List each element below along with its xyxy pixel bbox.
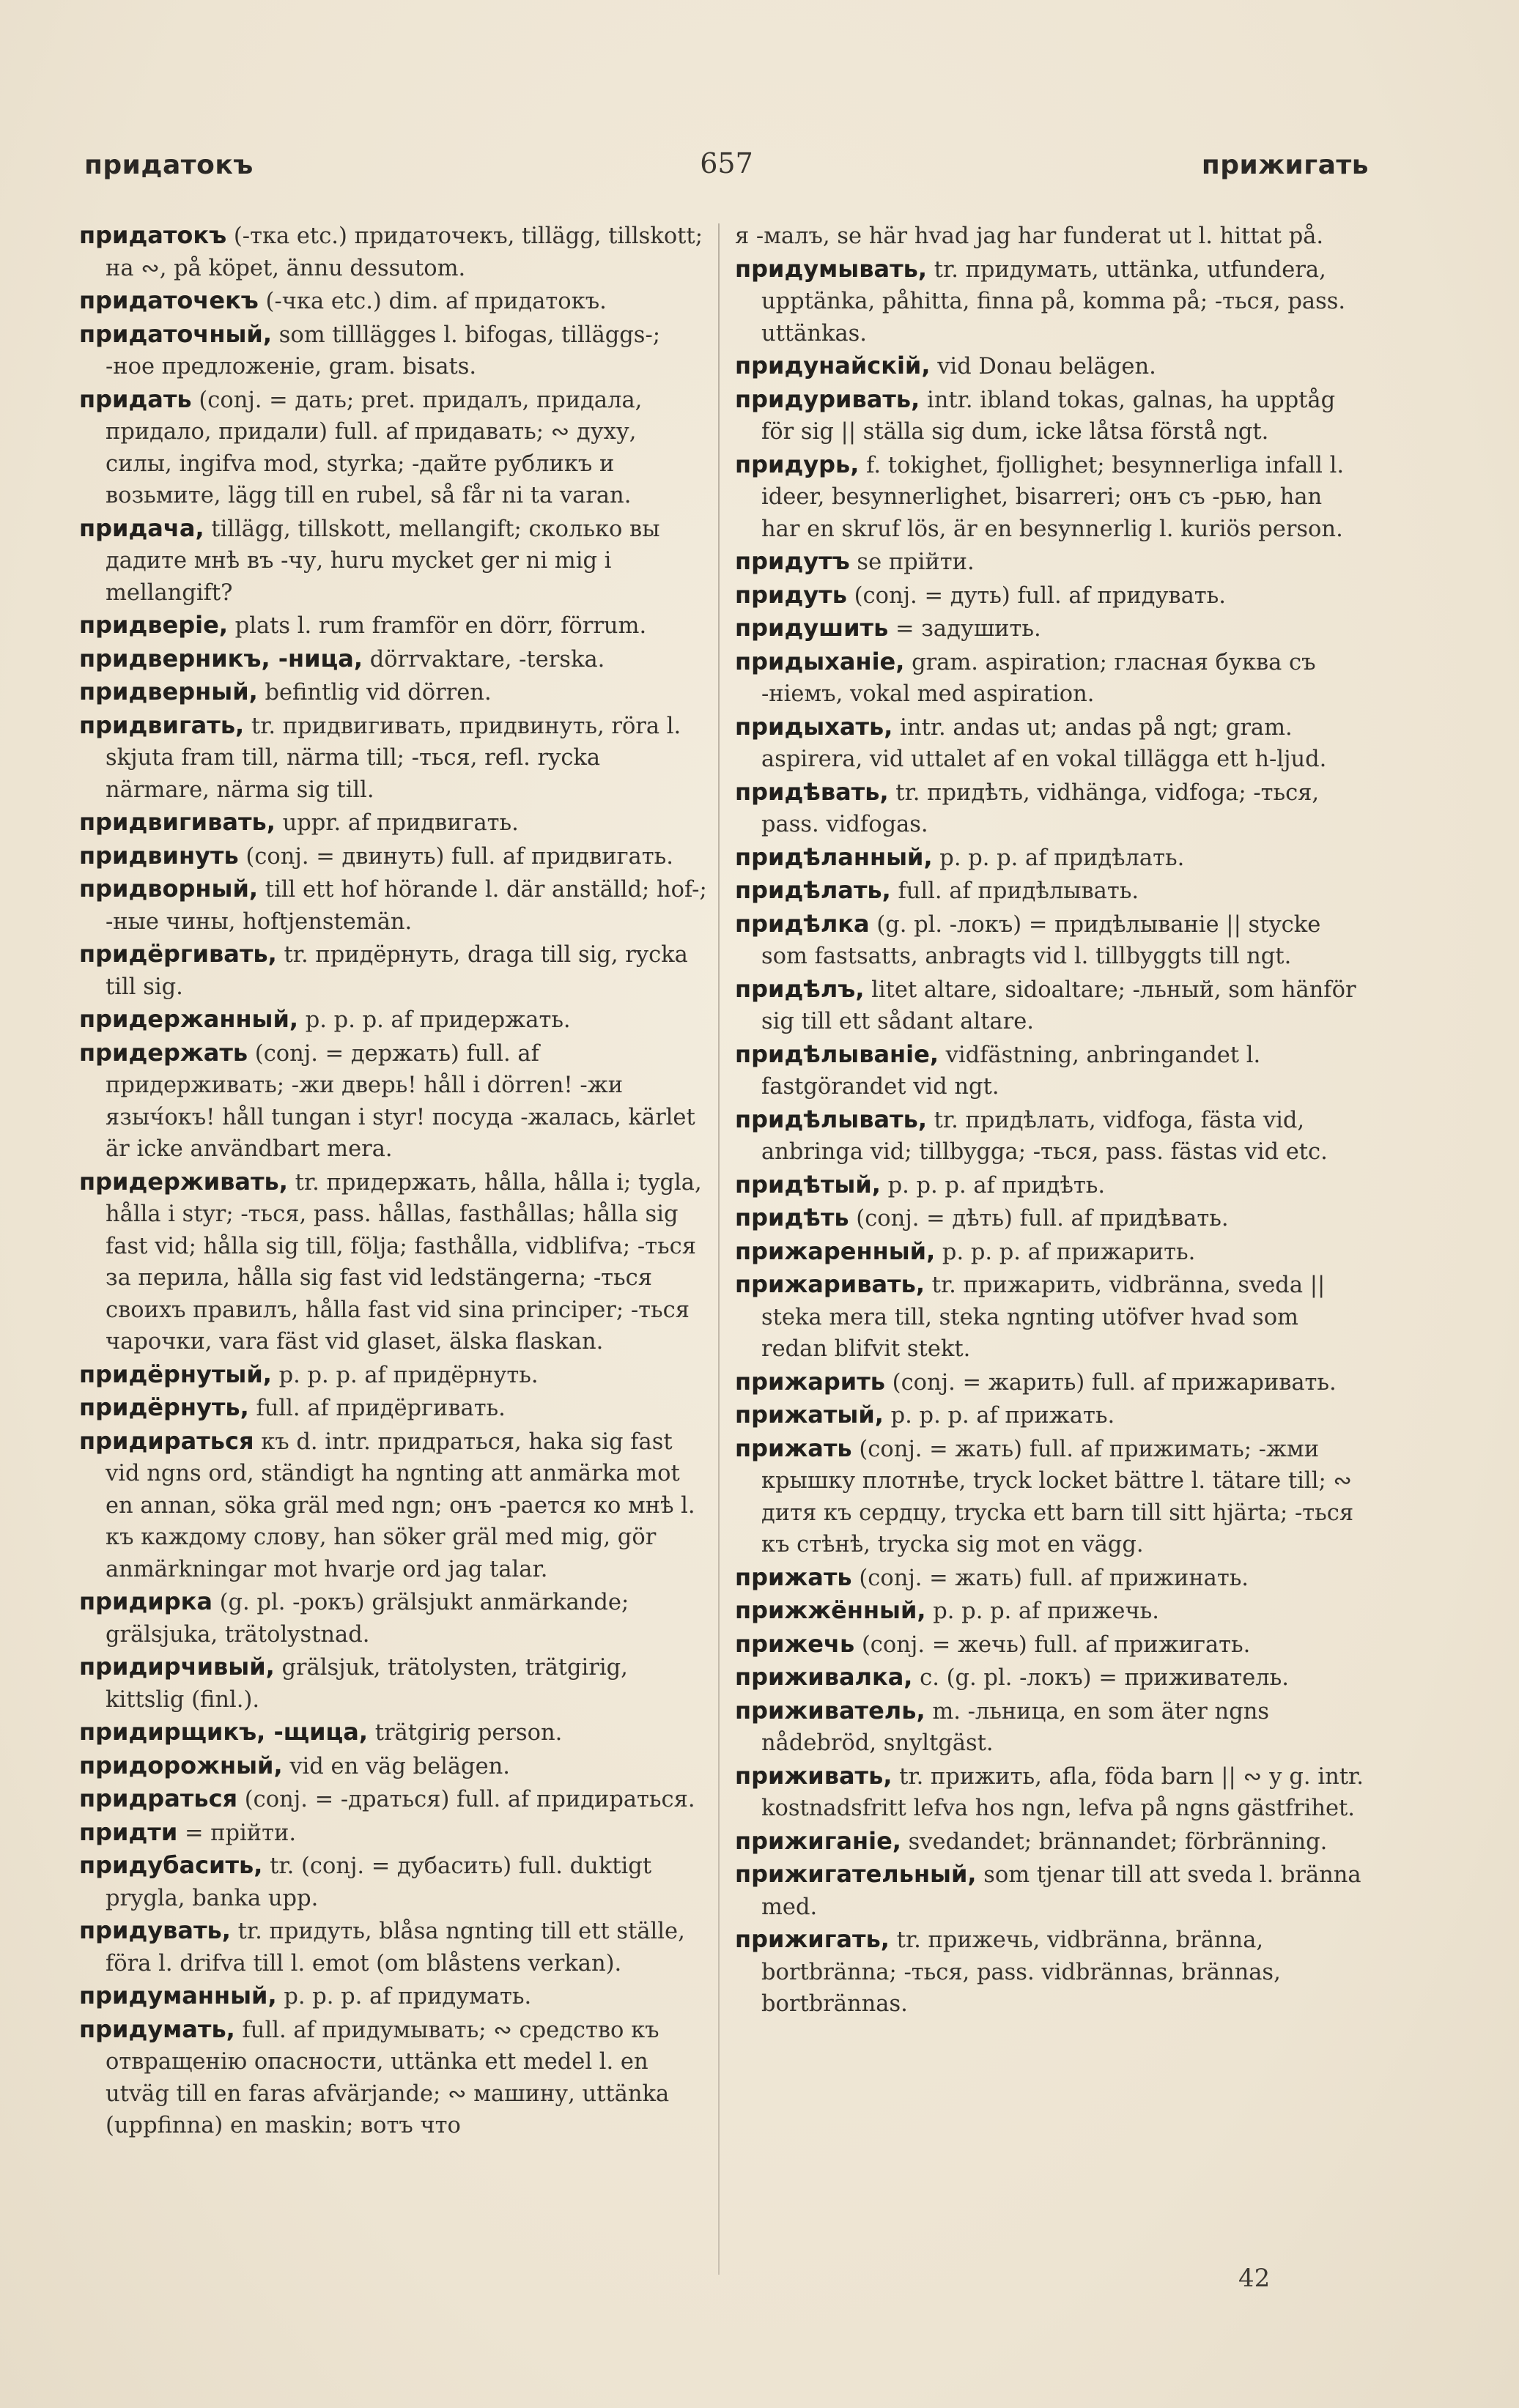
- header-right-guideword: прижигать: [1201, 150, 1369, 180]
- dictionary-entry: [735, 1661, 1367, 1694]
- dictionary-entry: [735, 1629, 1367, 1661]
- entry-headword: придвигать,: [79, 711, 245, 739]
- dictionary-entry: [79, 384, 709, 512]
- entry-definition: p. p. p. af придёрнуть.: [271, 1362, 539, 1388]
- entry-headword: придумывать,: [735, 254, 928, 283]
- entry-definition: (conj. = дѣть) full. af придѣвать.: [849, 1206, 1229, 1231]
- dictionary-entry: [735, 1433, 1367, 1561]
- dictionary-entry: [79, 1004, 709, 1037]
- dictionary-entry: [735, 1826, 1367, 1859]
- entry-headword: приживалка,: [735, 1663, 913, 1691]
- dictionary-entry: [79, 1980, 709, 2013]
- dictionary-entry: [735, 777, 1367, 841]
- dictionary-entry: [735, 1169, 1367, 1202]
- dictionary-entry: [79, 1166, 709, 1358]
- entry-definition: som tilllägges l. bifogas, tilläggs-; -ное предложеніе, gram. bisats.: [106, 322, 661, 379]
- entry-definition: gram. aspiration; гласная буква съ -ніемъ, vokal med aspiration.: [761, 649, 1316, 707]
- entry-definition: p. p. p. af прижать.: [883, 1403, 1115, 1429]
- entry-headword: придраться: [79, 1785, 238, 1812]
- entry-definition: tr. придёрнуть, draga till sig, rycka till sig.: [106, 942, 688, 1000]
- dictionary-entry: [79, 1359, 709, 1392]
- dictionary-entry: [735, 546, 1367, 579]
- page-number: 657: [700, 147, 753, 179]
- entry-definition: tr. (conj. = дубасить) full. duktigt prygla, banka upp.: [106, 1853, 652, 1911]
- entry-headword: придверіе,: [79, 611, 228, 639]
- dictionary-entry: [79, 938, 709, 1003]
- entry-definition: tr. придвигивать, придвинуть, röra l. skjuta fram till, närma till; -ться, refl. rycka närmare, närma sig till.: [106, 713, 681, 803]
- entry-definition: se прійти.: [849, 549, 975, 575]
- dictionary-entry: [735, 220, 1367, 253]
- entry-headword: прижаривать,: [735, 1270, 925, 1298]
- entry-headword: прижигательный,: [735, 1860, 977, 1888]
- entry-headword: придирчивый,: [79, 1653, 275, 1681]
- entry-definition: (-тка etc.) придаточекъ, tillägg, tillskott; на ∾, på köpet, ännu dessutom.: [106, 223, 703, 281]
- entry-definition: c. (g. pl. -локъ) = приживатель.: [912, 1665, 1289, 1691]
- dictionary-entry: [79, 807, 709, 840]
- dictionary-entry: [79, 1651, 709, 1716]
- dictionary-entry: [735, 1202, 1367, 1235]
- entry-headword: придёргивать,: [79, 940, 277, 968]
- entry-definition: intr. andas ut; andas på ngt; gram. aspirera, vid uttalet af en vokal tillägga ett h-ljud.: [761, 714, 1327, 772]
- entry-headword: придутъ: [735, 547, 850, 575]
- dictionary-entry: [735, 350, 1367, 383]
- entry-headword: придѣланный,: [735, 842, 933, 871]
- entry-definition: (-чка etc.) dim. af придатокъ.: [258, 289, 607, 314]
- entry-headword: придёрнутый,: [79, 1360, 272, 1388]
- entry-headword: придать: [79, 385, 192, 413]
- entry-headword: придатокъ: [79, 221, 227, 249]
- entry-headword: придёрнуть,: [79, 1393, 249, 1421]
- dictionary-entry: [79, 1037, 709, 1166]
- dictionary-entry: [79, 220, 709, 284]
- entry-definition: befintlig vid dörren.: [257, 680, 492, 705]
- entry-headword: придунайскій,: [735, 352, 931, 379]
- dictionary-entry: [735, 1859, 1367, 1923]
- entry-headword: придубасить,: [79, 1851, 263, 1879]
- entry-headword: приживатель,: [735, 1696, 925, 1725]
- entry-headword: придирка: [79, 1588, 212, 1615]
- entry-headword: прижаренный,: [735, 1237, 936, 1265]
- entry-definition: p. p. p. af прижарить.: [935, 1239, 1196, 1265]
- dictionary-entry: [79, 710, 709, 807]
- dictionary-entry: [735, 908, 1367, 973]
- dictionary-entry: [79, 1850, 709, 1914]
- entry-definition: (conj. = жечь) full. af прижигать.: [854, 1631, 1251, 1658]
- entry-headword: приживать,: [735, 1761, 892, 1790]
- signature-mark: 42: [1238, 2264, 1271, 2293]
- dictionary-entry: [735, 1760, 1367, 1825]
- dictionary-entry: [735, 711, 1367, 776]
- dictionary-entry: [735, 1236, 1367, 1269]
- entry-definition: tr. придумать, uttänka, utfundera, upptänka, påhitta, finna på, komma på; -ться, pass. uttänkas.: [761, 256, 1346, 347]
- entry-definition: (conj. = дать; pret. придалъ, придала, придало, придали) full. af придавать; ∾ духу, силы, ingifva mod, styrka; -дайте рубликъ и возьмите, lägg till en rubel, så får ni ta varan.: [106, 387, 643, 508]
- entry-headword: придверникъ, -ница,: [79, 644, 363, 673]
- entry-definition: uppr. af придвигать.: [275, 810, 519, 836]
- dictionary-entry: [79, 1392, 709, 1425]
- dictionary-entry: [79, 1817, 709, 1850]
- entry-definition: dörrvaktare, -terska.: [363, 646, 605, 673]
- entry-headword: придыхать,: [735, 712, 893, 741]
- entry-definition: tr. прижарить, vidbränna, sveda || steka mera till, steka ngnting utöfver hvad som redan blifvit stekt.: [761, 1272, 1326, 1362]
- entry-definition: till ett hof hörande l. där anställd; hof-; -ные чины, hoftjenstemän.: [106, 877, 707, 935]
- entry-headword: прижжённый,: [735, 1596, 926, 1624]
- entry-headword: придѣлать,: [735, 876, 891, 904]
- header-left-guideword: придатокъ: [84, 150, 254, 180]
- entry-definition: (conj. = жать) full. af прижимать; -жми крышку плотнѣе, tryck locket bättre l. tätare till; ∾ дитя къ сердцу, trycka ett barn till sitt hjärta; -ться къ стѣнѣ, trycka sig mot en vägg.: [761, 1436, 1354, 1557]
- entry-headword: придѣлывать,: [735, 1105, 927, 1133]
- entry-definition: tr. придуть, blåsa ngnting till ett ställe, föra l. drifva till l. emot (om blåstens verkan).: [106, 1919, 685, 1977]
- entry-definition: tr. прижечь, vidbränna, bränna, bortbränna; -ться, pass. vidbrännas, brännas, bortbrännas.: [761, 1927, 1281, 2017]
- entry-definition: (g. pl. -локъ) = придѣлываніе || stycke som fastsatts, anbragts vid l. tillbyggts till ngt.: [761, 911, 1321, 969]
- entry-headword: придорожный,: [79, 1751, 283, 1779]
- entry-definition: tr. придѣлать, vidfoga, fästa vid, anbringa vid; tillbygga; -ться, pass. fästas vid etc.: [761, 1107, 1328, 1165]
- entry-definition: (conj. = -драться) full. af придираться.: [237, 1787, 695, 1812]
- running-head: [84, 147, 1369, 194]
- entry-definition: = прійти.: [177, 1820, 297, 1846]
- entry-headword: придаточный,: [79, 319, 272, 348]
- entry-headword: придѣвать,: [735, 777, 889, 806]
- entry-headword: прижатый,: [735, 1401, 884, 1429]
- dictionary-entry: [79, 513, 709, 610]
- entry-definition: f. tokighet, fjollighet; besynnerliga infall l. ideer, besynnerlighet, bisarreri; онъ съ -рью, han har en skruf lös, är en besynnerlig l. kuriös person.: [761, 452, 1345, 542]
- dictionary-entry: [735, 579, 1367, 612]
- entry-headword: придуривать,: [735, 385, 920, 413]
- dictionary-entry: [735, 1269, 1367, 1366]
- entry-definition: svedandet; brännandet; förbränning.: [901, 1829, 1328, 1855]
- dictionary-entry: [79, 1783, 709, 1816]
- dictionary-entry: [79, 1716, 709, 1749]
- entry-definition: vid en väg belägen.: [282, 1753, 510, 1779]
- dictionary-entry: [79, 1426, 709, 1586]
- dictionary-entry: [735, 1695, 1367, 1760]
- entry-headword: придыханіе,: [735, 647, 905, 675]
- entry-headword: прижиганіе,: [735, 1826, 901, 1855]
- dictionary-entry: [735, 1399, 1367, 1432]
- entry-headword: прижечь: [735, 1629, 855, 1658]
- dictionary-entry: [735, 612, 1367, 645]
- entry-definition: tr. придержать, hålla, hålla i; tygla, hålla i styr; -ться, pass. hållas, fasthållas; hålla sig fast vid; hålla sig till, följa; fasthålla, vidblifva; -ться за перила, hålla sig fast vid ledstängerna; -ться своихъ правилъ, hålla fast vid sina principer; -ться чарочки, vara fäst vid glaset, älska flaskan.: [106, 1169, 702, 1355]
- entry-definition: plats l. rum framför en dörr, förrum.: [227, 613, 647, 639]
- dictionary-entry: [79, 643, 709, 676]
- dictionary-entry: [79, 873, 709, 938]
- entry-headword: придуманный,: [79, 1982, 277, 2009]
- dictionary-entry: [735, 842, 1367, 875]
- entry-headword: придѣтый,: [735, 1170, 881, 1199]
- entry-definition: m. -льница, en som äter ngns nådebröd, snyltgäst.: [761, 1698, 1270, 1756]
- entry-definition: p. p. p. af придѣть.: [880, 1172, 1106, 1199]
- entry-headword: прижарить: [735, 1367, 885, 1396]
- entry-headword: придержать: [79, 1038, 248, 1067]
- entry-headword: придаточекъ: [79, 286, 259, 314]
- entry-headword: придираться: [79, 1426, 254, 1455]
- dictionary-entry: [735, 1104, 1367, 1168]
- entry-definition: litet altare, sidoaltare; -льный, som hänför sig till ett sådant altare.: [761, 977, 1356, 1034]
- right-column: [735, 220, 1367, 2021]
- dictionary-entry: [79, 319, 709, 383]
- entry-headword: прижать: [735, 1563, 852, 1591]
- dictionary-entry: [735, 1562, 1367, 1595]
- entry-definition: (conj. = жать) full. af прижинать.: [851, 1565, 1249, 1591]
- entry-definition: p. p. p. af прижечь.: [925, 1598, 1159, 1624]
- entry-definition: full. af придёргивать.: [248, 1396, 506, 1421]
- dictionary-entry: [79, 610, 709, 642]
- entry-headword: придерживать,: [79, 1167, 288, 1196]
- entry-definition: къ d. intr. придраться, haka sig fast vid ngns ord, ständigt ha ngnting att anmärka mot en annan, söka gräl med ngn; онъ -рается ко мнѣ l. къ каждому слову, han söker gräl med mig, gör anmärkningar mot hvarje ord jag talar.: [106, 1429, 695, 1582]
- entry-headword: придвигивать,: [79, 808, 276, 836]
- entry-headword: придача,: [79, 514, 204, 542]
- entry-definition: p. p. p. af придержать.: [298, 1007, 571, 1033]
- entry-definition: full. af придѣлывать.: [890, 878, 1139, 904]
- entry-headword: придворный,: [79, 875, 259, 903]
- entry-headword: придѣлъ,: [735, 974, 865, 1003]
- dictionary-entry: [735, 449, 1367, 546]
- entry-definition: grälsjuk, trätolysten, trätgirig, kittslig (finl.).: [106, 1655, 628, 1713]
- dictionary-entry: [735, 384, 1367, 448]
- dictionary-entry: [735, 1366, 1367, 1399]
- dictionary-entry: [735, 875, 1367, 908]
- entry-definition: som tjenar till att sveda l. bränna med.: [761, 1862, 1361, 1920]
- dictionary-entry: [79, 1915, 709, 1979]
- entry-definition: full. af придумывать; ∾ средство къ отвращенію опасности, uttänka ett medel l. en utväg till en faras afvärjande; ∾ машину, uttänka (uppfinna) en maskin; вотъ что: [106, 2017, 670, 2138]
- entry-headword: придвинуть: [79, 841, 239, 870]
- entry-headword: придержанный,: [79, 1005, 299, 1033]
- entry-headword: придувать,: [79, 1916, 231, 1944]
- entry-definition: p. p. p. af придѣлать.: [932, 845, 1185, 871]
- entry-definition: tr. придѣть, vidhänga, vidfoga; -ться, pass. vidfogas.: [761, 779, 1320, 837]
- entry-definition: trätgirig person.: [368, 1720, 563, 1746]
- entry-headword: придѣлка: [735, 909, 870, 938]
- left-column: [79, 220, 709, 2143]
- dictionary-entry: [735, 1039, 1367, 1103]
- entry-definition: я -малъ, se här hvad jag har funderat ut l. hittat på.: [735, 223, 1324, 249]
- entry-headword: придирщикъ, -щица,: [79, 1718, 369, 1746]
- entry-definition: tr. прижить, afla, föda barn || ∾ у g. intr. kostnadsfritt lefva hos ngn, lefva på ngns gästfrihet.: [761, 1763, 1364, 1821]
- entry-headword: придти: [79, 1818, 178, 1846]
- entry-definition: = задушить.: [888, 616, 1041, 642]
- dictionary-entry: [735, 253, 1367, 350]
- dictionary-entry: [79, 285, 709, 318]
- entry-headword: придѣлываніе,: [735, 1040, 939, 1068]
- entry-headword: прижать: [735, 1434, 852, 1462]
- entry-headword: придверный,: [79, 678, 258, 705]
- entry-headword: прижигать,: [735, 1925, 890, 1953]
- dictionary-entry: [735, 646, 1367, 711]
- entry-definition: tillägg, tillskott, mellangift; сколько вы дадите мнѣ въ -чу, huru mycket ger ni mig i mellangift?: [106, 516, 660, 606]
- entry-headword: придѣть: [735, 1204, 849, 1231]
- dictionary-entry: [79, 2014, 709, 2142]
- entry-definition: p. p. p. af придумать.: [276, 1984, 532, 2009]
- entry-headword: придушить: [735, 614, 889, 642]
- entry-definition: vidfästning, anbringandet l. fastgörandet vid ngt.: [761, 1042, 1261, 1100]
- entry-headword: придурь,: [735, 450, 860, 478]
- entry-definition: (conj. = двинуть) full. af придвигать.: [238, 843, 673, 870]
- column-divider: [718, 223, 720, 2275]
- dictionary-entry: [79, 676, 709, 709]
- dictionary-entry: [735, 974, 1367, 1038]
- entry-definition: (conj. = дуть) full. af придувать.: [846, 582, 1226, 609]
- entry-definition: vid Donau belägen.: [930, 354, 1156, 379]
- dictionary-entry: [735, 1924, 1367, 2020]
- dictionary-entry: [79, 840, 709, 873]
- entry-headword: придуть: [735, 580, 847, 609]
- entry-headword: придумать,: [79, 2015, 235, 2043]
- dictionary-entry: [79, 1586, 709, 1651]
- entry-definition: (g. pl. -рокъ) grälsjukt anmärkande; grälsjuka, trätolystnad.: [106, 1590, 629, 1648]
- entry-definition: (conj. = жарить) full. af прижаривать.: [884, 1369, 1337, 1396]
- entry-definition: (conj. = держать) full. af придерживать; -жи дверь! håll i dörren! -жи языч́окъ! håll tungan i styr! посуда -жалась, kärlet är icke användbart mera.: [106, 1040, 695, 1162]
- entry-definition: intr. ibland tokas, galnas, ha upptåg för sig || ställa sig dum, icke låtsa förstå ngt.: [761, 387, 1336, 445]
- dictionary-entry: [79, 1750, 709, 1783]
- dictionary-entry: [735, 1595, 1367, 1628]
